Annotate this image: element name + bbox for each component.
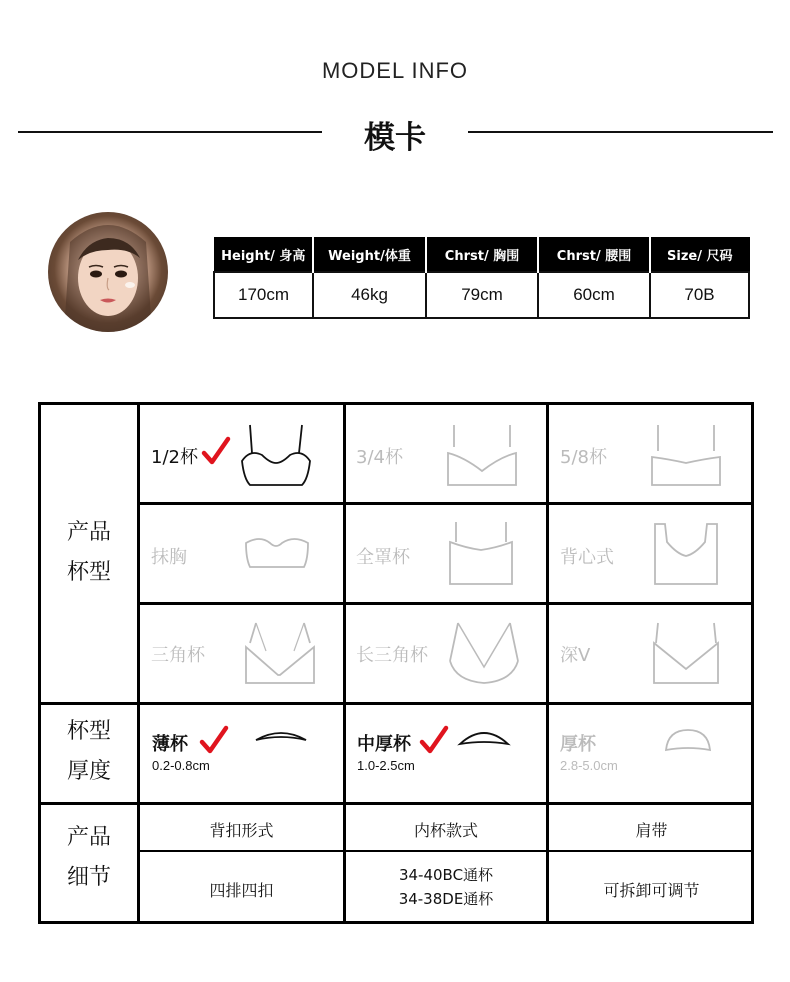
title-english: MODEL INFO bbox=[321, 58, 469, 83]
row-label-cup-type-line1: 产品 bbox=[66, 520, 111, 545]
cup-option-half-label: 1/2杯 bbox=[151, 447, 198, 468]
value-waist: 60cm bbox=[538, 272, 650, 318]
value-weight: 46kg bbox=[313, 272, 426, 318]
cup-option-deep-v-label: 深V bbox=[560, 645, 591, 666]
header-height: Height/ 身高 bbox=[214, 238, 313, 273]
detail-header-straps: 肩带 bbox=[635, 821, 668, 840]
model-avatar bbox=[48, 212, 168, 332]
check-icon bbox=[202, 437, 230, 467]
check-icon bbox=[420, 726, 448, 756]
detail-header-back-closure: 背扣形式 bbox=[209, 821, 274, 840]
detail-value-straps: 可拆卸可调节 bbox=[603, 881, 700, 900]
detail-header-cup-style: 内杯款式 bbox=[413, 821, 478, 840]
title-chinese: 模卡 bbox=[364, 120, 426, 156]
row-label-details-line1: 产品 bbox=[66, 825, 111, 850]
cup-option-long-triangle-label: 长三角杯 bbox=[356, 645, 428, 666]
row-label-details-line2: 细节 bbox=[66, 865, 111, 890]
value-bust: 79cm bbox=[426, 272, 538, 318]
grid-divider-col2 bbox=[343, 402, 346, 924]
thickness-thick-range: 2.8-5.0cm bbox=[560, 758, 618, 773]
header-weight: Weight/体重 bbox=[313, 238, 426, 273]
thickness-thin-range: 0.2-0.8cm bbox=[152, 758, 210, 773]
half-cup-bra-icon bbox=[238, 423, 314, 489]
check-icon bbox=[200, 726, 228, 756]
row-label-thickness-line2: 厚度 bbox=[66, 759, 111, 784]
grid-row-divider-2 bbox=[137, 602, 754, 605]
full-coverage-bra-icon bbox=[446, 520, 516, 588]
model-face-illustration bbox=[48, 212, 168, 332]
deep-v-bra-icon bbox=[652, 621, 720, 687]
cup-option-full-coverage-label: 全罩杯 bbox=[356, 547, 410, 568]
grid-divider-col3 bbox=[546, 402, 549, 924]
row-label-details bbox=[41, 818, 137, 898]
bandeau-bra-icon bbox=[242, 535, 312, 571]
detail-value-back-closure: 四排四扣 bbox=[209, 881, 274, 900]
cup-option-three-quarter-label: 3/4杯 bbox=[356, 447, 403, 468]
row-label-thickness bbox=[41, 712, 137, 792]
cup-option-vest-style-label: 背心式 bbox=[560, 547, 614, 568]
header-bust: Chrst/ 胸围 bbox=[426, 238, 538, 273]
title-divider-right bbox=[468, 131, 773, 133]
row-label-cup-type bbox=[41, 513, 137, 593]
detail-value-cup-style-line1: 34-40BC通杯 bbox=[398, 866, 494, 884]
grid-row-divider-5 bbox=[137, 850, 754, 852]
cup-option-five-eighths-label: 5/8杯 bbox=[560, 447, 607, 468]
model-measurements-table bbox=[213, 237, 750, 319]
medium-cup-profile-icon bbox=[458, 728, 510, 748]
cup-option-triangle-label: 三角杯 bbox=[151, 645, 205, 666]
long-triangle-bra-icon bbox=[448, 621, 520, 687]
thick-cup-profile-icon bbox=[664, 728, 714, 754]
grid-row-divider-1 bbox=[137, 502, 754, 505]
triangle-bra-icon bbox=[244, 621, 316, 687]
vest-style-bra-icon bbox=[651, 520, 721, 588]
model-table-value-row bbox=[214, 272, 749, 318]
thickness-medium-label: 中厚杯 bbox=[357, 734, 411, 755]
value-height: 170cm bbox=[214, 272, 313, 318]
thickness-medium-range: 1.0-2.5cm bbox=[357, 758, 415, 773]
thickness-thin-label: 薄杯 bbox=[152, 734, 188, 755]
thickness-thick-label: 厚杯 bbox=[560, 734, 596, 755]
grid-divider-label-column bbox=[137, 402, 140, 924]
grid-row-divider-3 bbox=[38, 702, 754, 705]
model-table-header-row bbox=[214, 238, 749, 273]
detail-value-cup-style-line2: 34-38DE通杯 bbox=[398, 890, 494, 908]
cup-option-bandeau-label: 抹胸 bbox=[151, 547, 187, 568]
header-size: Size/ 尺码 bbox=[650, 238, 749, 273]
grid-row-divider-4 bbox=[38, 802, 754, 805]
header-waist: Chrst/ 腰围 bbox=[538, 238, 650, 273]
row-label-cup-type-line2: 杯型 bbox=[66, 560, 111, 585]
three-quarter-cup-bra-icon bbox=[444, 423, 520, 489]
thin-cup-profile-icon bbox=[254, 728, 308, 744]
row-label-thickness-line1: 杯型 bbox=[66, 719, 111, 744]
five-eighths-cup-bra-icon bbox=[648, 423, 724, 489]
value-size: 70B bbox=[650, 272, 749, 318]
